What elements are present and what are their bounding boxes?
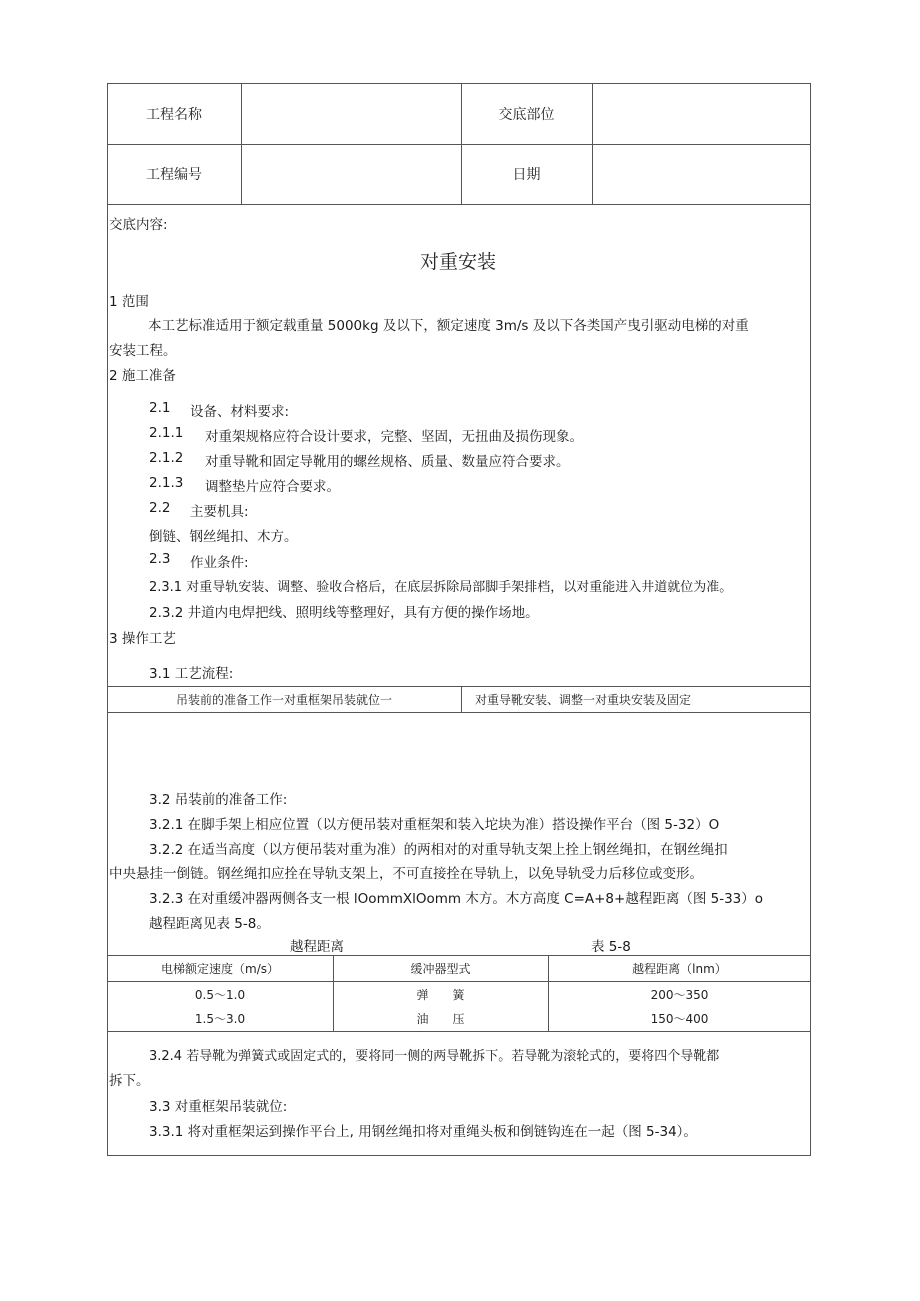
section-3-2-3-line-2: 越程距离见表 5-8。: [149, 916, 270, 932]
section-3-2-4-line-2: 拆下。: [109, 1073, 150, 1089]
section-2-1-2-number: 2.1.2: [149, 450, 184, 466]
project-name-label: 工程名称: [146, 106, 202, 123]
section-2-1-text: 设备、材料要求:: [190, 404, 290, 420]
flow-row-bottom-line: [107, 712, 811, 713]
table-number: 表 5-8: [591, 939, 631, 955]
section-2-heading: 2 施工准备: [109, 368, 176, 384]
section-3-1: 3.1 工艺流程:: [149, 666, 234, 682]
table-cell-overtravel-row-1: 200～350: [650, 987, 709, 1002]
section-2-3-number: 2.3: [149, 551, 171, 567]
project-name-field[interactable]: [241, 83, 461, 144]
section-3-3: 3.3 对重框架吊装就位:: [149, 1099, 288, 1115]
section-1-paragraph-line-1: 本工艺标准适用于额定载重量 5000kg 及以下，额定速度 3m/s 及以下各类国产曳引驱动电梯的对重: [148, 318, 749, 334]
section-3-heading: 3 操作工艺: [109, 631, 176, 647]
table-cell-speed-row-2: 1.5～3.0: [194, 1011, 246, 1026]
section-3-2: 3.2 吊装前的准备工作:: [149, 792, 288, 808]
section-2-1-1-number: 2.1.1: [149, 425, 184, 441]
date-label: 日期: [512, 167, 541, 183]
section-2-2-number: 2.2: [149, 500, 171, 516]
process-flow-step-left: 吊装前的准备工作一对重框架吊装就位一: [175, 692, 392, 707]
content-label: 交底内容:: [109, 217, 168, 233]
table-cell-buffer-row-2: 油 压: [416, 1011, 465, 1026]
section-2-1-2-text: 对重导靴和固定导靴用的螺丝规格、质量、数量应符合要求。: [205, 454, 570, 470]
tools-list: 倒链、钢丝绳扣、木方。: [149, 529, 298, 545]
section-3-3-1: 3.3.1 将对重框架运到操作平台上, 用钢丝绳扣将对重绳头板和倒链钩连在一起（图 5-34）。: [149, 1124, 697, 1140]
table-cell-speed-row-1: 0.5～1.0: [194, 987, 246, 1002]
section-3-2-3-line-1: 3.2.3 在对重缓冲器两侧各支一根 lOommXlOomm 木方。木方高度 C=A+8+越程距离（图 5-33）o: [149, 891, 764, 907]
project-number-field[interactable]: [241, 144, 461, 204]
section-3-2-1: 3.2.1 在脚手架上相应位置（以方便吊装对重框架和装入坨块为准）搭设操作平台（图 5-32）O: [149, 817, 720, 833]
section-2-3-2: 2.3.2 井道内电焊把线、照明线等整理好，具有方便的操作场地。: [149, 605, 539, 621]
handover-part-field[interactable]: [592, 83, 811, 144]
section-2-1-1-text: 对重架规格应符合设计要求，完整、坚固，无扭曲及损伤现象。: [205, 429, 583, 445]
table-header-speed: 电梯额定速度（m/s）: [161, 961, 279, 976]
section-2-2-text: 主要机具:: [190, 504, 249, 520]
section-1-heading: 1 范围: [109, 294, 149, 310]
process-flow-step-right: 对重导靴安装、调整一对重块安装及固定: [475, 692, 692, 707]
section-2-3-text: 作业条件:: [190, 555, 249, 571]
section-2-1-3-text: 调整垫片应符合要求。: [205, 479, 340, 495]
table-cell-overtravel-row-2: 150～400: [650, 1011, 709, 1026]
handover-part-label: 交底部位: [498, 106, 555, 123]
date-field[interactable]: [592, 144, 811, 204]
section-2-3-1: 2.3.1 对重导轨安装、调整、验收合格后，在底层拆除局部脚手架排档，以对重能进入井道就位为准。: [149, 580, 733, 595]
table-caption: 越程距离: [290, 939, 344, 955]
section-1-paragraph-line-2: 安装工程。: [109, 343, 177, 359]
table-cell-buffer-row-1: 弹 簧: [416, 987, 465, 1002]
table-header-buffer-type: 缓冲器型式: [410, 961, 471, 976]
header-row-divider-2: [107, 204, 811, 205]
project-number-label: 工程编号: [146, 167, 202, 183]
table-header-overtravel: 越程距离（lnm）: [632, 961, 727, 976]
section-2-1-number: 2.1: [149, 400, 171, 416]
section-3-2-4-line-1: 3.2.4 若导靴为弹簧式或固定式的，要将同一侧的两导靴拆下。若导靴为滚轮式的，要将四个导靴都: [149, 1049, 720, 1064]
section-3-2-2-line-2: 中央悬挂一倒链。钢丝绳扣应拴在导轨支架上，不可直接拴在导轨上，以免导轨受力后移位或变形。: [109, 866, 703, 882]
table-bottom-line: [107, 1031, 811, 1032]
section-3-2-2-line-1: 3.2.2 在适当高度（以方便吊装对重为准）的两相对的对重导轨支架上拴上钢丝绳扣，在钢丝绳扣: [149, 842, 728, 858]
section-2-1-3-number: 2.1.3: [149, 475, 184, 491]
document-title: 对重安装: [420, 251, 497, 273]
